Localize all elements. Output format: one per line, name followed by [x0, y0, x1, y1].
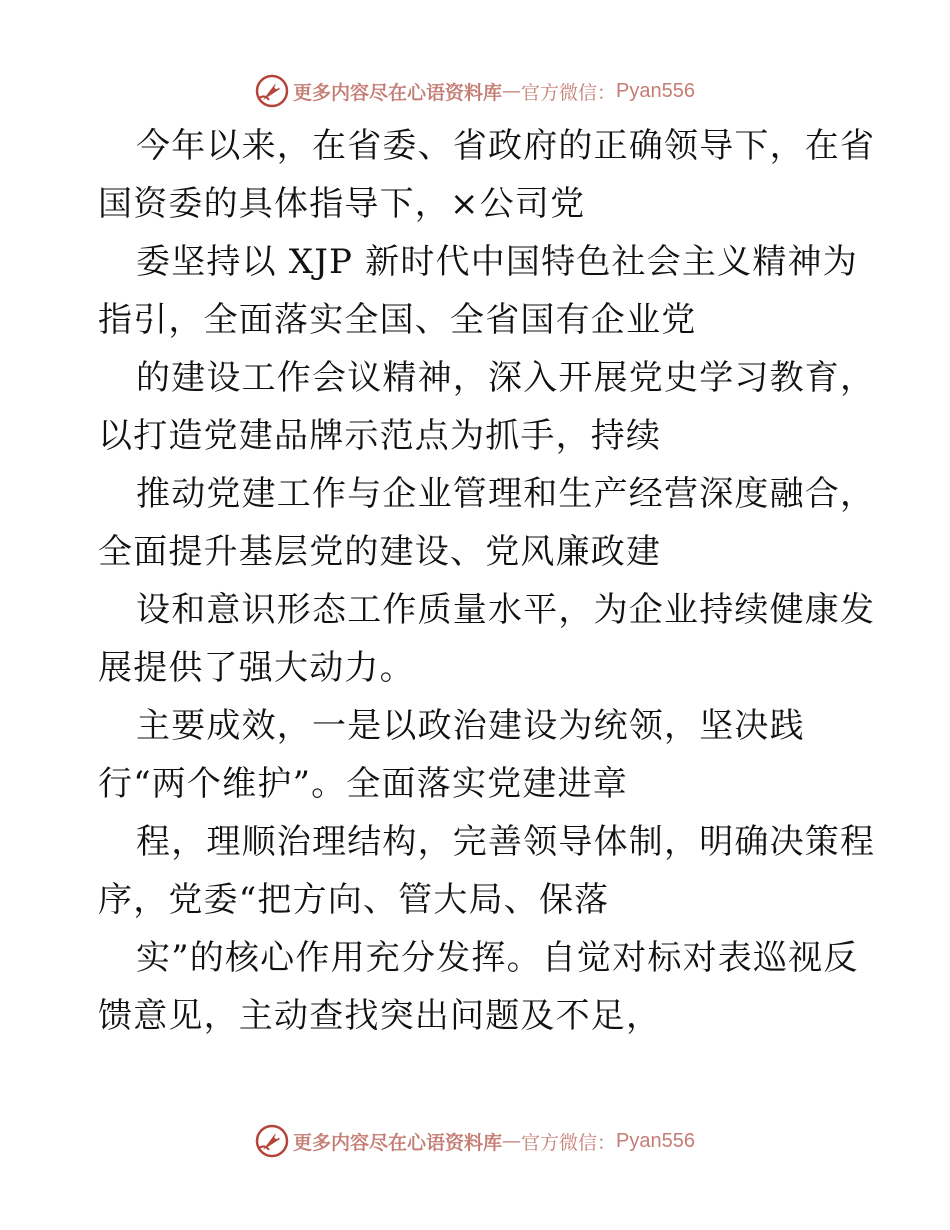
watermark-site-name: 更多内容尽在心语资料库	[293, 1131, 503, 1154]
body-line: 委坚持以 XJP 新时代中国特色社会主义精神为	[136, 242, 858, 282]
body-line: 行“两个维护”。全面落实党建进章	[98, 764, 628, 804]
watermark-dash: —	[502, 1130, 522, 1152]
body-line: 国资委的具体指导下，×公司党	[98, 184, 586, 224]
watermark-wechat-id: Pyan556	[616, 79, 695, 102]
watermark-site-name: 更多内容尽在心语资料库	[293, 81, 503, 104]
pen-nib-logo-icon	[255, 1124, 289, 1158]
pen-nib-logo-icon	[255, 74, 289, 108]
body-line: 展提供了强大动力。	[98, 648, 415, 688]
body-line: 主要成效，一是以政治建设为统领，坚决践	[136, 706, 805, 746]
body-line: 以打造党建品牌示范点为抓手，持续	[98, 416, 662, 456]
body-line: 指引，全面落实全国、全省国有企业党	[98, 300, 697, 340]
body-line: 的建设工作会议精神，深入开展党史学习教育，	[136, 358, 876, 398]
watermark-wechat-label: 官方微信：	[521, 1131, 617, 1154]
watermark-wechat-id: Pyan556	[616, 1129, 695, 1152]
footer-watermark	[0, 1121, 950, 1161]
header-watermark	[0, 71, 950, 111]
body-line: 全面提升基层党的建设、党风廉政建	[98, 532, 662, 572]
body-line: 程，理顺治理结构，完善领导体制，明确决策程	[136, 822, 876, 862]
body-line: 设和意识形态工作质量水平，为企业持续健康发	[136, 590, 876, 630]
body-line: 实”的核心作用充分发挥。自觉对标对表巡视反	[136, 938, 859, 978]
body-line: 推动党建工作与企业管理和生产经营深度融合，	[136, 474, 876, 514]
watermark-dash: —	[502, 80, 522, 102]
body-line: 馈意见，主动查找突出问题及不足，	[98, 996, 662, 1036]
body-line: 今年以来，在省委、省政府的正确领导下，在省	[136, 126, 876, 166]
body-line: 序，党委“把方向、管大局、保落	[98, 880, 610, 920]
watermark-wechat-label: 官方微信：	[521, 81, 617, 104]
